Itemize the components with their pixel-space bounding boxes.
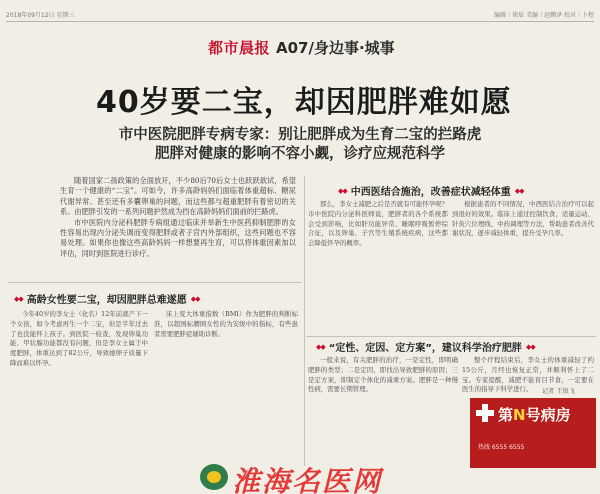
column-3-text: 那么，李女士减肥之后是否就有可能怀孕呢？市中医院内分泌科医师说，肥胖者的各个系统都会受到影响，比如肝功能异常、睡眠呼吸暂停综合征，以及卵巢、子宫等生殖系统疾病，这些都会降低怀孕的概率。 [308,200,448,248]
issue-date: 2018年09月12日 星期三 [6,12,75,19]
medical-cross-icon [476,404,494,422]
byline: 记者 王银飞 [542,388,575,395]
subhead-line-2: 肥胖对健康的影响不容小觑，诊疗应规范科学 [155,146,445,162]
ad-title-prefix: 第 [498,406,514,424]
masthead-page: A07/身边事·城事 [276,38,395,57]
headline: 40岁要二宝，却因肥胖难如愿 [96,85,512,120]
section-heading-right-top [338,183,524,198]
intro-paragraph-1: 随着国家二孩政策的全面放开，不少80后70后女士也跃跃欲试，希望生育一个健康的“二宝”。可如今，许多高龄妈妈们面临着体重超标、糖尿代谢异常、甚至还有多囊卵巢的问题，而这些都与超重肥胖有着密切的关系。由肥胖引发的一系列问题护然成为挡在高龄妈妈们面前的拦路虎。 [60,176,296,217]
column-divider [304,176,305,466]
article-column-1 [10,310,148,458]
section-heading-right-mid [316,339,535,354]
diamond-icon: ◆◆ [316,342,325,351]
meta-rule [6,21,594,22]
subhead-line-1: 市中医院肥胖专病专家：别让肥胖成为生育二宝的拦路虎 [118,127,482,143]
article-column-5 [308,356,458,460]
ad-phone: 热线 6555 6555 [478,444,525,451]
diamond-icon: ◆◆ [525,342,535,351]
column-2-text: 床上变大体重指数（BMI）作为肥胖的判断标准，以超国标腰围女性的为安级中的指标，有些患者需要肥胖症辅助诊断。 [154,310,298,338]
article-column-4 [452,200,594,332]
column-5-text: 一般来说，有关肥胖的治疗，一是定性，即明确肥胖的类型；二是定因，即找出导致肥胖的原因；三是定方案，即制定个体化的减重方案。肥胖是一种慢性病，需要长期管理。 [308,356,458,394]
intro-block [60,176,296,259]
section-divider [306,336,596,337]
section-heading-right-mid-text: “定性、定因、定方案”，建议科学治疗肥胖 [328,343,522,354]
section-heading-left-text: 高龄女性要二宝，却因肥胖总难遂愿 [26,295,187,306]
editor-credits: 编辑｜徐辰 美编｜赵鹏泽 校对｜卜煜 [494,12,594,19]
masthead [208,36,395,58]
section-heading-right-top-text: 中西医结合施治，改善症状减轻体重 [350,187,511,198]
masthead-brand: 都市晨报 [208,38,271,57]
subhead [0,126,600,164]
article-column-3 [308,200,448,332]
diamond-icon: ◆◆ [190,294,200,303]
section-heading-left [14,291,200,306]
ad-title [498,404,571,425]
issue-meta-line [6,10,594,19]
column-6-text: 整个疗程结束后，李女士的体重减轻了约15公斤，月经也恢复正常，并顺利怀上了二宝。专家提醒，减肥不能盲目节食，一定要在医生的指导下科学进行。 [462,356,594,394]
section-divider [8,282,302,283]
article-column-2 [154,310,298,458]
ward-ad [470,398,596,468]
diamond-icon: ◆◆ [14,294,23,303]
column-1-text: 今年40岁的李女士（化名）12年前就产下一个女孩，如今考虑再生一个二宝，但是半年过去了也没能怀上孩子。到医院一检查，发现卵巢功能、甲状腺功能都没有问题，但是李女士属于中度肥胖，体重达到了82公斤，导致她卵子质量下降而难以怀孕。 [10,310,148,367]
ad-title-suffix: 号病房 [525,406,571,424]
intro-paragraph-2: 市中医院内分泌科肥胖专病组通过临床并举新生中医药抑制肥胖的女性容易出现内分泌失调而变得肥胖或者子宫内外部组织，这些问题也不容易处理。如果你也像这些高龄妈妈一样想要再生育，可以将体重因素加以评估，同时到医院进行诊疗。 [60,217,296,258]
watermark-text: 淮海名医网 [232,465,383,494]
diamond-icon: ◆◆ [338,186,347,195]
column-4-text: 根据患者的不同情况，中西医结合治疗可以起到很好的效果。临床上通过控制饮食、适量运动、针灸穴位埋线、中药调理等方法，帮助患者改善代谢状况，逐步减轻体重，提升受孕几率。 [452,200,594,238]
diamond-icon: ◆◆ [514,186,524,195]
ad-title-number: N [513,406,526,424]
watermark-logo-icon [200,464,228,490]
